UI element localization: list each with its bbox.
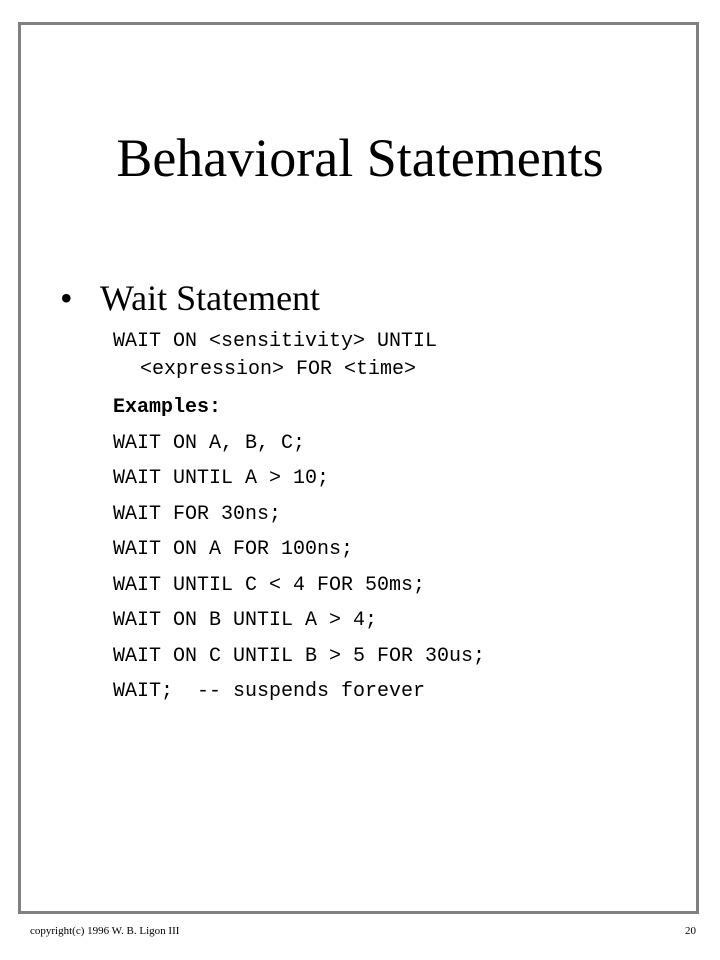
code-block bbox=[113, 328, 485, 712]
bullet-heading: Wait Statement bbox=[100, 278, 321, 318]
example-line: WAIT ON B UNTIL A > 4; bbox=[113, 609, 378, 632]
bullet-dot: • bbox=[60, 278, 73, 318]
example-line: WAIT; -- suspends forever bbox=[113, 680, 426, 703]
example-line: WAIT UNTIL C < 4 FOR 50ms; bbox=[113, 573, 426, 597]
examples-label: Examples: bbox=[113, 396, 222, 419]
example-line: WAIT FOR 30ns; bbox=[113, 502, 282, 526]
footer-page-number: 20 bbox=[685, 925, 696, 937]
syntax-line: WAIT ON <sensitivity> UNTIL bbox=[113, 330, 438, 353]
slide-title: Behavioral Statements bbox=[116, 128, 604, 188]
example-line: WAIT ON A FOR 100ns; bbox=[113, 538, 354, 561]
example-line: WAIT UNTIL A > 10; bbox=[113, 467, 330, 490]
footer-copyright: copyright(c) 1996 W. B. Ligon III bbox=[30, 925, 180, 937]
example-line: WAIT ON A, B, C; bbox=[113, 431, 306, 455]
example-line: WAIT ON C UNTIL B > 5 FOR 30us; bbox=[113, 644, 486, 668]
bullet-wait-statement bbox=[60, 276, 320, 320]
syntax-line-continuation: <expression> FOR <time> bbox=[140, 358, 417, 381]
